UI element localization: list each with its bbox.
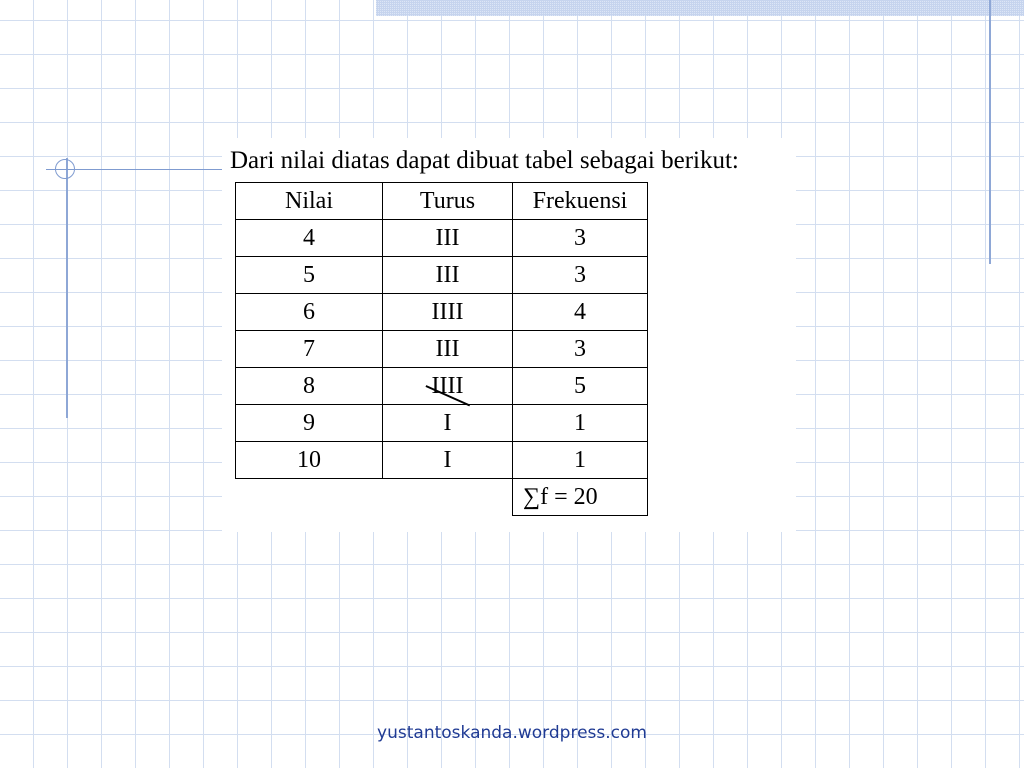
header-nilai: Nilai: [236, 183, 383, 220]
empty-cell: [236, 479, 383, 516]
cell-nilai: 6: [236, 294, 383, 331]
tally-five: [432, 373, 464, 400]
cell-frekuensi: 5: [513, 368, 648, 405]
cell-turus: III: [383, 220, 513, 257]
right-vertical-accent-line: [989, 0, 991, 264]
header-turus: Turus: [383, 183, 513, 220]
cell-frekuensi: 3: [513, 257, 648, 294]
circle-ornament-icon: [55, 159, 75, 179]
cell-turus: IIII: [383, 294, 513, 331]
cell-frekuensi: 4: [513, 294, 648, 331]
cell-turus: I: [383, 442, 513, 479]
table-row: [236, 294, 648, 331]
frequency-table: [235, 182, 648, 516]
cell-turus: III: [383, 331, 513, 368]
cell-nilai: 8: [236, 368, 383, 405]
cell-nilai: 5: [236, 257, 383, 294]
header-frekuensi: Frekuensi: [513, 183, 648, 220]
intro-text: Dari nilai diatas dapat dibuat tabel sebagai berikut:: [230, 147, 739, 174]
cell-nilai: 4: [236, 220, 383, 257]
table-row: [236, 405, 648, 442]
table-total-row: [236, 479, 648, 516]
footer-url: yustantoskanda.wordpress.com: [377, 723, 647, 743]
tally-marks: IIII: [431, 372, 464, 399]
table-header-row: [236, 183, 648, 220]
cell-frekuensi: 3: [513, 220, 648, 257]
table-row: [236, 257, 648, 294]
table-row: [236, 442, 648, 479]
cell-turus-struck: [383, 368, 513, 405]
cell-nilai: 7: [236, 331, 383, 368]
cell-frekuensi: 3: [513, 331, 648, 368]
table-row: [236, 368, 648, 405]
cell-turus: III: [383, 257, 513, 294]
cell-frekuensi: 1: [513, 405, 648, 442]
cell-nilai: 10: [236, 442, 383, 479]
empty-cell: [383, 479, 513, 516]
table-row: [236, 331, 648, 368]
cell-frekuensi: 1: [513, 442, 648, 479]
top-decorative-band: [376, 0, 1024, 16]
total-frequency: ∑f = 20: [513, 479, 648, 516]
cell-nilai: 9: [236, 405, 383, 442]
table-row: [236, 220, 648, 257]
left-vertical-accent-line: [66, 158, 68, 418]
cell-turus: I: [383, 405, 513, 442]
